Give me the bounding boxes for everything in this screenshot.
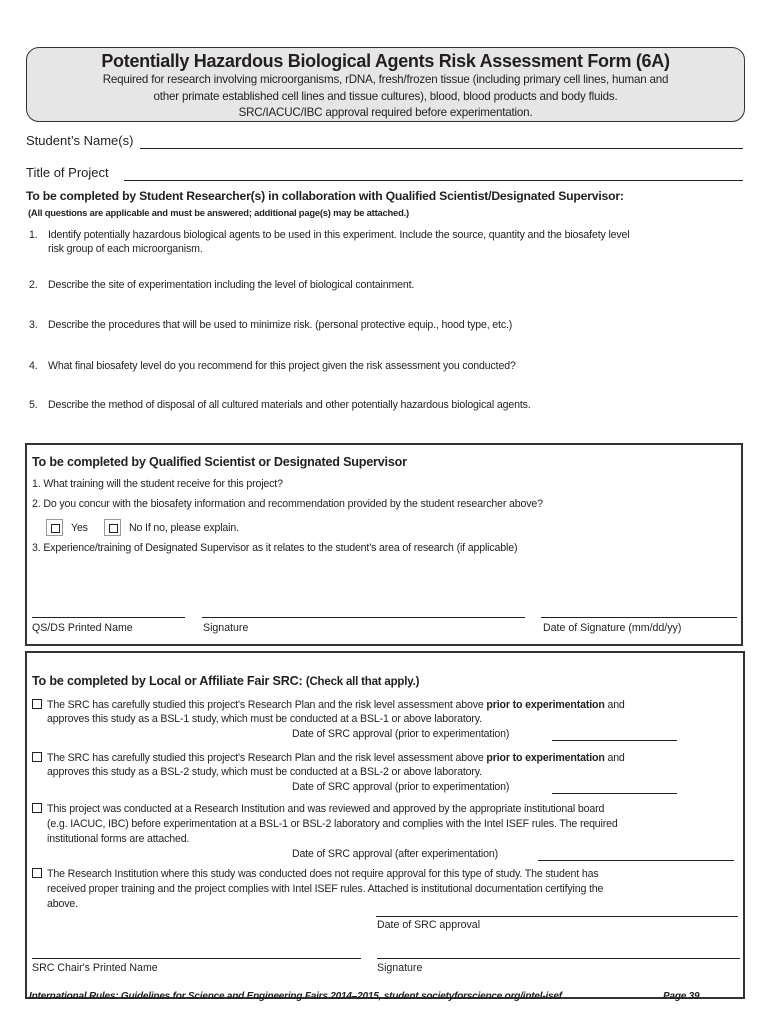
src-approval-date-label: Date of SRC approval	[377, 919, 481, 931]
question-text: Identify potentially hazardous biological agents to be used in this experiment. Include the source, quantity and the biosafety level	[48, 229, 630, 241]
question-text: Describe the site of experimentation including the level of biological containment.	[48, 279, 415, 291]
src-chair-name-field[interactable]	[32, 958, 361, 959]
option-text: This project was conducted at a Research Institution and was reviewed and approved by the appropriate institutional board	[47, 803, 605, 815]
src-approval-date-field[interactable]	[376, 916, 738, 917]
yes-label: Yes	[71, 522, 88, 534]
src-option-1[interactable]	[32, 699, 625, 711]
student-section-heading: To be completed by Student Researcher(s) in collaboration with Qualified Scientist/Designated Supervisor:	[26, 189, 624, 203]
question-text: Describe the method of disposal of all cultured materials and other potentially hazardous biological agents.	[48, 399, 531, 411]
src-date-label: Date of SRC approval (prior to experimentation)	[292, 728, 510, 740]
option-text: (e.g. IACUC, IBC) before experimentation at a BSL-1 or BSL-2 laboratory and complies with the Intel ISEF rules. The required	[47, 818, 618, 830]
question-number: 4.	[29, 360, 38, 372]
option-text: approves this study as a BSL-1 study, which must be conducted at a BSL-1 or above laboratory.	[47, 713, 482, 725]
qs-signature-label: Signature	[203, 622, 249, 634]
option-emphasis: prior to experimentation	[486, 699, 605, 711]
option-text: approves this study as a BSL-2 study, which must be conducted at a BSL-2 or above laboratory.	[47, 766, 482, 778]
page-number: Page 39	[663, 991, 700, 1002]
src-option-2[interactable]	[32, 752, 625, 764]
checkbox-icon[interactable]	[32, 803, 42, 813]
option-text: and	[604, 752, 625, 764]
subtitle-line: other primate established cell lines and tissue cultures), blood, blood products and body fluids.	[153, 89, 618, 103]
src-chair-name-label: SRC Chair's Printed Name	[32, 962, 158, 974]
src-signature-label: Signature	[377, 962, 423, 974]
src-section-heading	[32, 674, 419, 688]
src-option-3[interactable]	[32, 803, 604, 815]
question-text: Describe the procedures that will be used to minimize risk. (personal protective equip., hood type, etc.)	[48, 319, 513, 331]
src-heading-suffix: (Check all that apply.)	[305, 676, 420, 688]
student-section-note: (All questions are applicable and must be answered; additional page(s) may be attached.)	[28, 207, 409, 218]
qs-printed-name-field[interactable]	[32, 617, 185, 618]
student-names-label: Student’s Name(s)	[26, 133, 134, 148]
question-text: risk group of each microorganism.	[48, 243, 203, 255]
checkbox-icon	[109, 524, 118, 533]
checkbox-icon[interactable]	[32, 752, 42, 762]
form-title: Potentially Hazardous Biological Agents Risk Assessment Form (6A)	[101, 51, 670, 71]
subtitle-line: SRC/IACUC/IBC approval required before experimentation.	[238, 106, 533, 119]
option-text: above.	[47, 898, 78, 910]
qs-section-heading: To be completed by Qualified Scientist or Designated Supervisor	[32, 455, 407, 469]
checkbox-icon[interactable]	[32, 699, 42, 709]
qs-date-label: Date of Signature (mm/dd/yy)	[543, 622, 682, 634]
qs-printed-name-label: QS/DS Printed Name	[32, 622, 133, 634]
yes-checkbox[interactable]	[46, 519, 63, 536]
src-signature-field[interactable]	[377, 958, 740, 959]
checkbox-icon[interactable]	[32, 868, 42, 878]
question-number: 3.	[29, 319, 38, 331]
qs-date-field[interactable]	[541, 617, 737, 618]
student-names-field[interactable]	[140, 148, 743, 149]
qs-signature-field[interactable]	[202, 617, 525, 618]
qs-question-1: 1. What training will the student receive for this project?	[32, 478, 283, 490]
qs-question-3: 3. Experience/training of Designated Supervisor as it relates to the student's area of research (if applicable)	[32, 542, 518, 554]
src-date-field-bsl1[interactable]	[552, 740, 677, 741]
qs-question-2: 2. Do you concur with the biosafety information and recommendation provided by the student researcher above?	[32, 498, 543, 510]
option-text: The Research Institution where this study was conducted does not require approval for this type of study. The student has	[47, 868, 599, 880]
form-header	[26, 47, 745, 122]
question-number: 1.	[29, 229, 38, 241]
option-text: received proper training and the project complies with Intel ISEF rules. Attached is institutional documentation certifying the	[47, 883, 604, 895]
no-checkbox[interactable]	[104, 519, 121, 536]
src-date-label: Date of SRC approval (prior to experimentation)	[292, 781, 510, 793]
subtitle-line: Required for research involving microorganisms, rDNA, fresh/frozen tissue (including primary cell lines, human and	[102, 73, 669, 86]
question-text: What final biosafety level do you recommend for this project given the risk assessment you conducted?	[48, 360, 516, 372]
src-date-label: Date of SRC approval (after experimentation)	[292, 848, 498, 860]
no-label: No If no, please explain.	[129, 522, 239, 534]
option-text: The SRC has carefully studied this project's Research Plan and the risk level assessment above	[47, 699, 487, 711]
checkbox-icon	[51, 524, 60, 533]
src-date-field-bsl2[interactable]	[552, 793, 677, 794]
src-heading-text: To be completed by Local or Affiliate Fair SRC:	[32, 674, 303, 688]
footer-text: International Rules: Guidelines for Science and Engineering Fairs 2014–2015, student.societyforscience.org/intel-isef	[29, 991, 562, 1002]
src-date-field-after[interactable]	[538, 860, 734, 861]
option-text: The SRC has carefully studied this project's Research Plan and the risk level assessment above	[47, 752, 487, 764]
project-title-field[interactable]	[124, 180, 743, 181]
src-option-4[interactable]	[32, 868, 599, 880]
question-number: 5.	[29, 399, 38, 411]
option-emphasis: prior to experimentation	[486, 752, 605, 764]
question-number: 2.	[29, 279, 38, 291]
option-text: institutional forms are attached.	[47, 833, 190, 845]
option-text: and	[604, 699, 625, 711]
project-title-label: Title of Project	[26, 165, 109, 180]
